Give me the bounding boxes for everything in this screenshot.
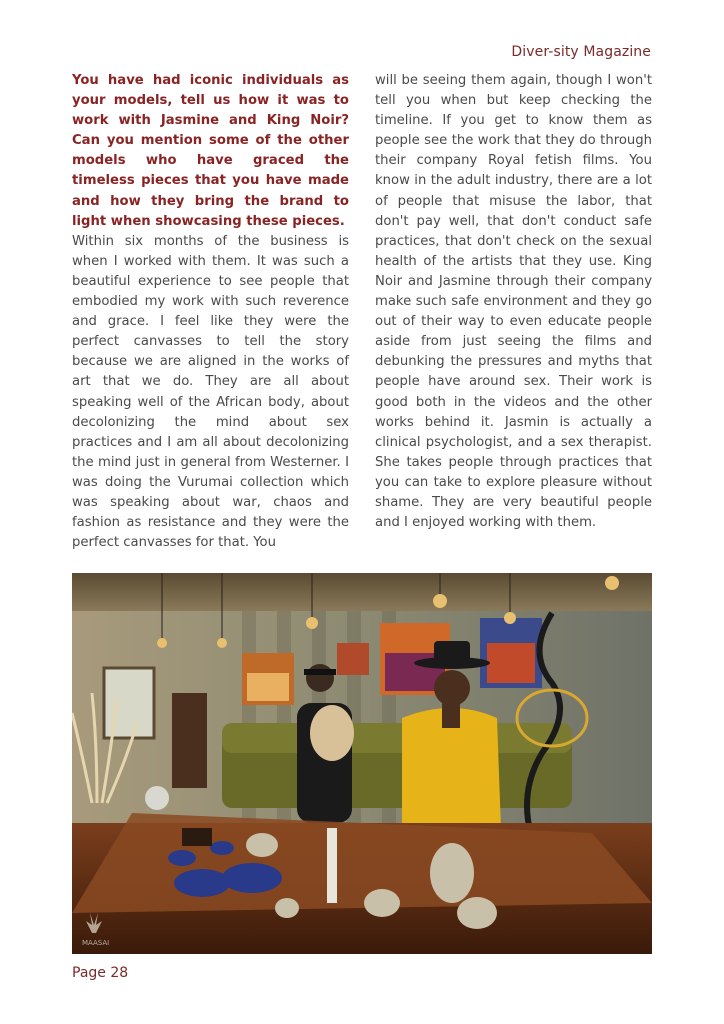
page-number: Page 28	[72, 965, 129, 981]
photo-watermark: MAASAI	[82, 939, 110, 947]
article-column-right	[375, 71, 652, 533]
magazine-title: Diver-sity Magazine	[511, 44, 651, 60]
answer-text-left: Within six months of the business is when I worked with them. It was such a beautiful experience to see people that embodied my work with such reverence and grace. I feel like they were the perfect canvasses to tell the story because we are aligned in the works of art that we do. They are all about speaking well of the African body, about decolonizing the mind about sex practices and I am all about decolonizing the mind just in general from Westerner. I was doing the Vurumai collection which was speaking about war, chaos and fashion as resistance and they were the perfect canvasses for that. You	[72, 233, 349, 551]
article-column-left	[72, 71, 349, 553]
answer-text-right: will be seeing them again, though I won't tell you when but keep checking the timeline. If you get to know them as people see the work that they do through their company Royal fetish films. You know in the adult industry, there are a lot of people that misuse the labor, that don't pay well, that don't conduct safe practices, that don't check on the sexual health of the artists that they use. King Noir and Jasmine through their company make such safe environment and they go out of their way to even educate people aside from just seeing the films and debunking the pressures and myths that people have around sex. Their work is good both in the videos and the other works behind it. Jasmin is actually a clinical psychologist, and a sex therapist. She takes people through practices that you can take to explore pleasure without shame. They are very beautiful people and I enjoyed working with them.	[375, 73, 652, 531]
article-photo	[72, 573, 652, 954]
interview-question: You have had iconic individuals as your models, tell us how it was to work with Jasmine and King Noir? Can you mention some of the other models who have graced the timeless pieces that you have made and how they bring the brand to light when showcasing these pieces.	[72, 73, 349, 229]
